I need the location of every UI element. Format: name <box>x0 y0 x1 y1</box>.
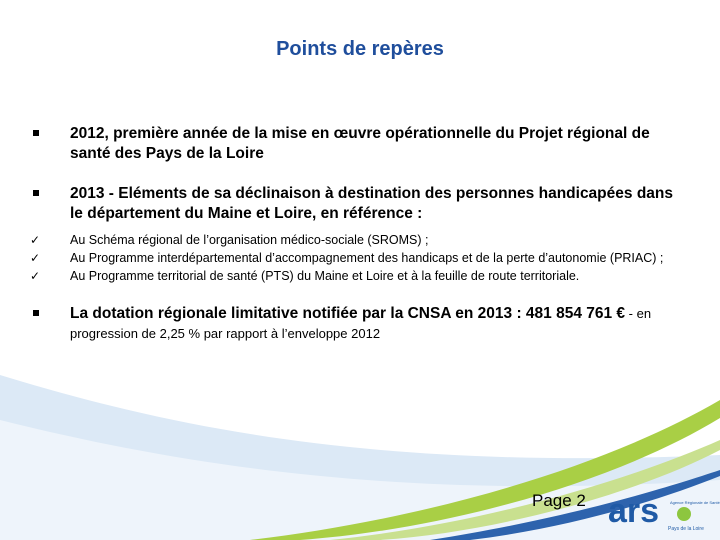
check-text: Au Programme territorial de santé (PTS) du Maine et Loire et à la feuille de route territoriale. <box>70 269 580 283</box>
bullet-item <box>30 184 680 224</box>
check-item <box>30 268 680 284</box>
bullet-suffix-text: - en progression de 2,25 % par rapport à l’enveloppe 2012 <box>70 306 652 341</box>
logo-line1: Agence Régionale de Santé <box>670 500 720 505</box>
bullet-item <box>30 124 680 164</box>
logo-dot-icon <box>677 507 691 521</box>
square-bullet-icon <box>30 124 70 144</box>
bullet-main-text: La dotation régionale limitative notifiée par la CNSA en 2013 : 481 854 761 € <box>70 305 626 322</box>
check-text: Au Schéma régional de l’organisation médico-sociale (SROMS) ; <box>70 233 429 247</box>
bullet-text: 2012, première année de la mise en œuvre opérationnelle du Projet régional de santé des Pays de la Loire <box>70 125 650 162</box>
check-item <box>30 232 680 248</box>
bullet-text <box>70 304 680 344</box>
square-bullet-icon <box>30 184 70 204</box>
check-text: Au Programme interdépartemental d’accompagnement des handicaps et de la perte d’autonomie (PRIAC) ; <box>70 251 664 265</box>
ars-logo <box>606 492 720 538</box>
check-icon: ✓ <box>30 269 41 283</box>
bullet-item <box>30 304 680 344</box>
check-icon: ✓ <box>30 233 41 247</box>
check-icon: ✓ <box>30 251 41 265</box>
check-item <box>30 250 680 266</box>
logo-line2: Pays de la Loire <box>668 526 704 532</box>
square-bullet-icon <box>30 304 70 324</box>
logo-letters: ars <box>608 492 660 530</box>
bullet-text: 2013 - Eléments de sa déclinaison à destination des personnes handicapées dans le département du Maine et Loire, en référence : <box>70 185 673 222</box>
page-number: Page 2 <box>532 491 586 510</box>
slide-title: Points de repères <box>276 38 444 60</box>
slide-content <box>30 124 680 344</box>
